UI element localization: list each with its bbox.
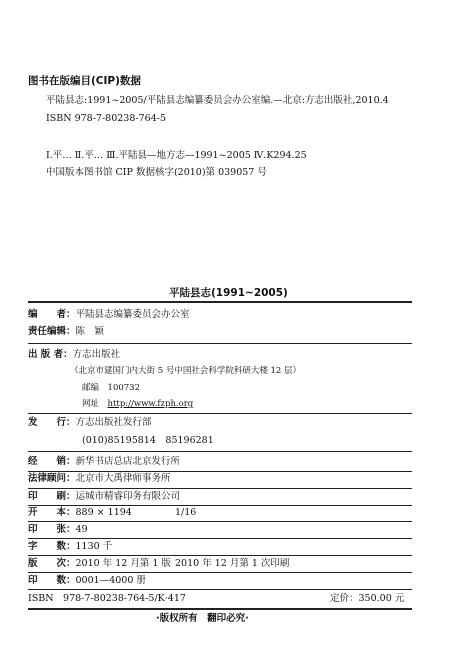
edition-label: 版 次： <box>28 558 76 569</box>
sheets-value: 49 <box>75 524 88 535</box>
website-link[interactable]: http://www.fzph.org <box>107 399 194 409</box>
publisher-label: 出 版 者： <box>28 349 73 360</box>
sheets-label: 印 张： <box>28 524 76 535</box>
editor-row <box>28 310 190 320</box>
format-row <box>28 508 132 518</box>
postcode-row <box>82 384 140 393</box>
seller-value: 新华书店总店北京发行所 <box>75 456 181 467</box>
rule-after-wordcount <box>28 555 412 556</box>
rule-after-printer <box>28 505 412 506</box>
rule-after-edition <box>28 572 412 573</box>
seller-row <box>28 457 180 467</box>
legal-label: 法律顾问： <box>28 473 76 484</box>
distributor-row <box>28 418 152 428</box>
rule-top <box>28 301 412 303</box>
printer-row <box>28 492 180 502</box>
legal-value: 北京市大禹律师事务所 <box>75 473 171 484</box>
printer-label: 印 刷： <box>28 491 76 502</box>
rule-after-sheets <box>28 538 412 539</box>
cip-heading: 图书在版编目(CIP)数据 <box>28 75 141 87</box>
editor-label: 编 者： <box>28 309 76 320</box>
format-label: 开 本： <box>28 507 76 518</box>
legal-row <box>28 474 171 484</box>
cip-record-number: 中国版本图书馆 CIP 数据核字(2010)第 039057 号 <box>46 167 267 178</box>
wordcount-label: 字 数： <box>28 541 76 552</box>
seller-label: 经 销： <box>28 456 76 467</box>
wordcount-row <box>28 542 112 552</box>
publisher-row <box>28 350 120 360</box>
price: 定价：350.00 元 <box>330 593 405 604</box>
cip-main-entry: 平陆县志:1991~2005/平陆县志编纂委员会办公室编.—北京:方志出版社,2010.4 <box>46 95 389 106</box>
rule-after-editor <box>28 343 412 344</box>
responsible-editor-row <box>28 327 104 337</box>
cip-isbn: ISBN 978-7-80238-764-5 <box>46 113 166 124</box>
cip-subjects: Ⅰ.平… Ⅱ.平… Ⅲ.平陆县—地方志—1991~2005 Ⅳ.K294.25 <box>46 150 307 161</box>
format-fold: 1/16 <box>175 507 197 518</box>
format-value: 889 × 1194 <box>75 507 132 518</box>
copyright-notice: ·版权所有 翻印必究· <box>156 613 249 624</box>
isbn-full: ISBN 978-7-80238-764-5/K·417 <box>28 593 186 604</box>
distributor-phone: (010)85195814 85196281 <box>82 435 214 446</box>
rule-after-format <box>28 521 412 522</box>
rule-after-legal <box>28 488 412 489</box>
sheets-row <box>28 525 88 535</box>
printing-value: 2010 年 12 月第 1 次印刷 <box>175 558 290 569</box>
print-run-row <box>28 576 146 586</box>
publisher-address: （北京市建国门内大街 5 号中国社会科学院科研大楼 12 层） <box>70 366 302 376</box>
print-run-value: 0001—4000 册 <box>75 575 146 586</box>
book-title: 平陆县志(1991~2005) <box>169 287 288 299</box>
rule-bottom <box>28 608 412 610</box>
rule-after-print-run <box>28 589 412 590</box>
distributor-value: 方志出版社发行部 <box>75 417 152 428</box>
editor-value: 平陆县志编纂委员会办公室 <box>75 309 190 320</box>
publisher-value: 方志出版社 <box>72 349 121 360</box>
edition-value: 2010 年 12 月第 1 版 <box>75 558 171 569</box>
rule-after-seller <box>28 471 412 472</box>
postcode-value: 100732 <box>107 383 140 393</box>
rule-after-distributor <box>28 451 412 452</box>
website-row <box>82 400 193 409</box>
wordcount-value: 1130 千 <box>75 541 113 552</box>
edition-row <box>28 559 171 569</box>
print-run-label: 印 数： <box>28 575 76 586</box>
responsible-editor-value: 陈 颖 <box>75 326 105 337</box>
rule-after-publisher <box>28 413 412 414</box>
printer-value: 运城市精睿印务有限公司 <box>75 491 181 502</box>
postcode-label: 邮编 <box>82 383 100 393</box>
website-label: 网址 <box>82 399 100 409</box>
distributor-label: 发 行： <box>28 417 76 428</box>
responsible-editor-label: 责任编辑： <box>28 326 76 337</box>
